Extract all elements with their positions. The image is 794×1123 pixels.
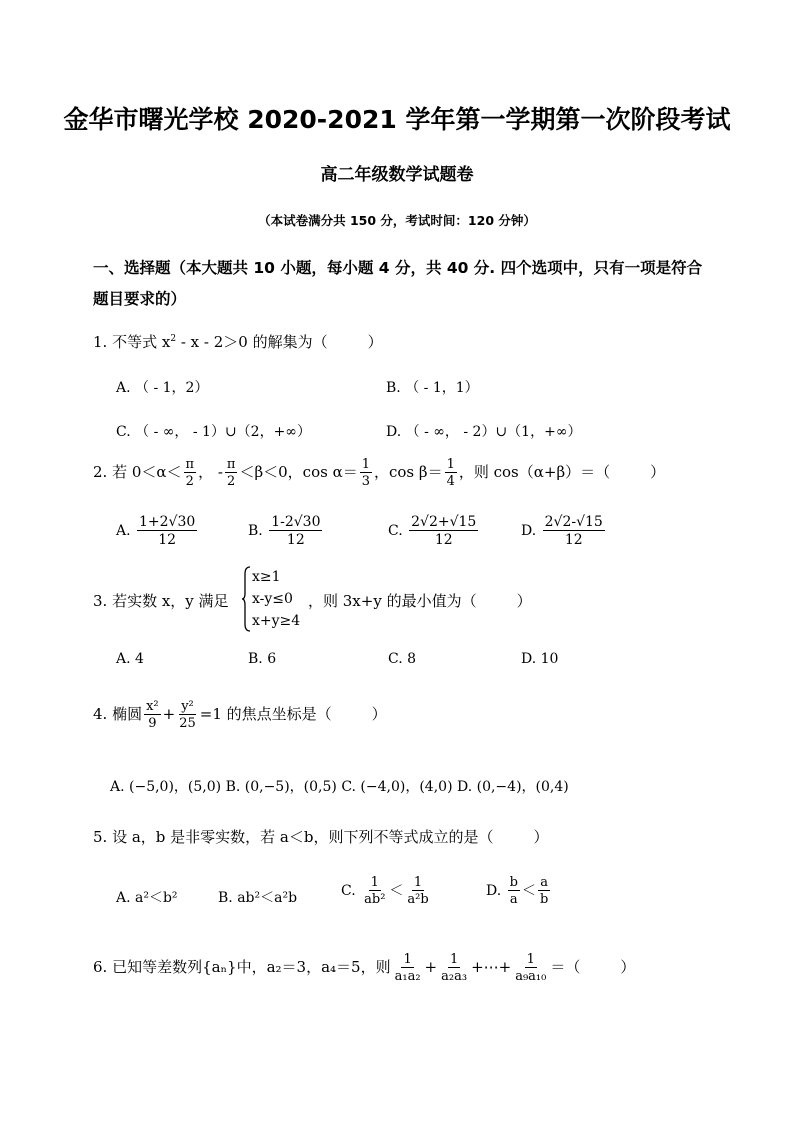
question-6: 6. 已知等差数列{aₙ}中，a₂＝3，a₄＝5，则 $\frac{1}{\text{a₁a₂}}$ + $\frac{1}{\text{a₂a₃}}$ +⋯+ $\frac{1}{\text{a₉a₁₀}}$ ＝（ ）	[93, 952, 636, 984]
q2-text-5: ，则 cos（α+β）＝（	[458, 463, 611, 481]
q1-exp: 2	[170, 334, 177, 344]
question-1	[93, 331, 383, 352]
exam-subtitle: 高二年级数学试题卷	[320, 165, 474, 185]
q5-option-d: D. $\frac{b}{a}$ ＜ $\frac{a}{b}$	[486, 875, 549, 907]
q4-frac-y: $\frac{\text{y²}}{25}$	[179, 699, 196, 731]
q3-option-b: B. 6	[248, 651, 277, 667]
q2-frac-pi-2b: $\frac{\pi}{2}$	[226, 457, 236, 489]
q2-text-1: 2. 若 0＜α＜	[93, 463, 182, 481]
q2-text-2: ， -	[198, 463, 223, 481]
question-5: 5. 设 a，b 是非零实数，若 a＜b，则下列不等式成立的是（ ）	[93, 828, 549, 846]
q2-option-b: B. $\frac{1-2√30}{12}$	[248, 514, 321, 548]
q3-option-a: A. 4	[116, 651, 144, 667]
q1-close: ）	[367, 333, 383, 351]
exam-note: （本试卷满分共 150 分，考试时间：120 分钟）	[258, 213, 536, 228]
q2-frac-1-4: $\frac{1}{4}$	[446, 457, 455, 489]
q3-option-c: C. 8	[388, 651, 417, 667]
q3-condition-3: x+y≥4	[252, 613, 301, 629]
q1-option-b: B. （ - 1，1）	[386, 380, 479, 396]
q3-condition-1: x≥1	[252, 569, 281, 585]
q2-frac-1-3: $\frac{1}{3}$	[361, 457, 370, 489]
q3-option-d: D. 10	[521, 651, 559, 667]
q1-option-d: D. （ - ∞， - 2）∪（1，+∞）	[386, 424, 582, 440]
q2-option-d: D. $\frac{2√2-√15}{12}$	[521, 514, 603, 548]
q1-option-c: C. （ - ∞， - 1）∪（2，+∞）	[116, 424, 311, 440]
exam-title: 金华市曙光学校 2020-2021 学年第一学期第一次阶段考试	[63, 105, 731, 134]
q2-close: ）	[650, 463, 666, 481]
q1-text-post: - x - 2＞0 的解集为（	[176, 333, 328, 351]
question-4: 4. 椭圆 $\frac{\text{x²}}{9}$ + $\frac{\text{y²}}{25}$ =1 的焦点坐标是（ ）	[93, 699, 387, 731]
q5-option-b: B. ab²＜a²b	[218, 890, 298, 906]
q1-text-pre: 1. 不等式 x	[93, 333, 171, 351]
section-heading-line1: 一、选择题（本大题共 10 小题，每小题 4 分，共 40 分. 四个选项中，只有一项是符合	[93, 259, 703, 277]
q4-frac-x: $\frac{\text{x²}}{9}$	[146, 699, 159, 731]
q1-option-a: A. （ - 1，2）	[116, 380, 209, 396]
q3-condition-2: x-y≤0	[252, 591, 293, 607]
q2-option-c: C. $\frac{2√2+√15}{12}$	[388, 514, 477, 548]
question-2	[93, 458, 665, 488]
q3-text-pre: 3. 若实数 x，y 满足	[93, 592, 229, 610]
q3-text-post: ，则 3x+y 的最小值为（ ）	[308, 592, 532, 610]
q3-brace-icon	[241, 566, 251, 632]
q2-text-3: ＜β＜0，cos α＝	[239, 463, 358, 481]
section-heading-line2: 题目要求的）	[93, 290, 187, 308]
q2-frac-pi-2a: $\frac{\pi}{2}$	[185, 457, 195, 489]
q2-option-a: A. $\frac{1+2√30}{12}$	[116, 514, 196, 548]
q2-text-4: ，cos β＝	[374, 463, 443, 481]
q5-option-a: A. a²＜b²	[116, 890, 178, 906]
q4-options: A. (−5,0)，(5,0) B. (0,−5)，(0,5) C. (−4,0)，(4,0) D. (0,−4)，(0,4)	[110, 779, 569, 795]
q5-option-c: C. $\frac{1}{\text{ab²}}$ ＜ $\frac{1}{\text{a²b}}$	[341, 875, 429, 907]
